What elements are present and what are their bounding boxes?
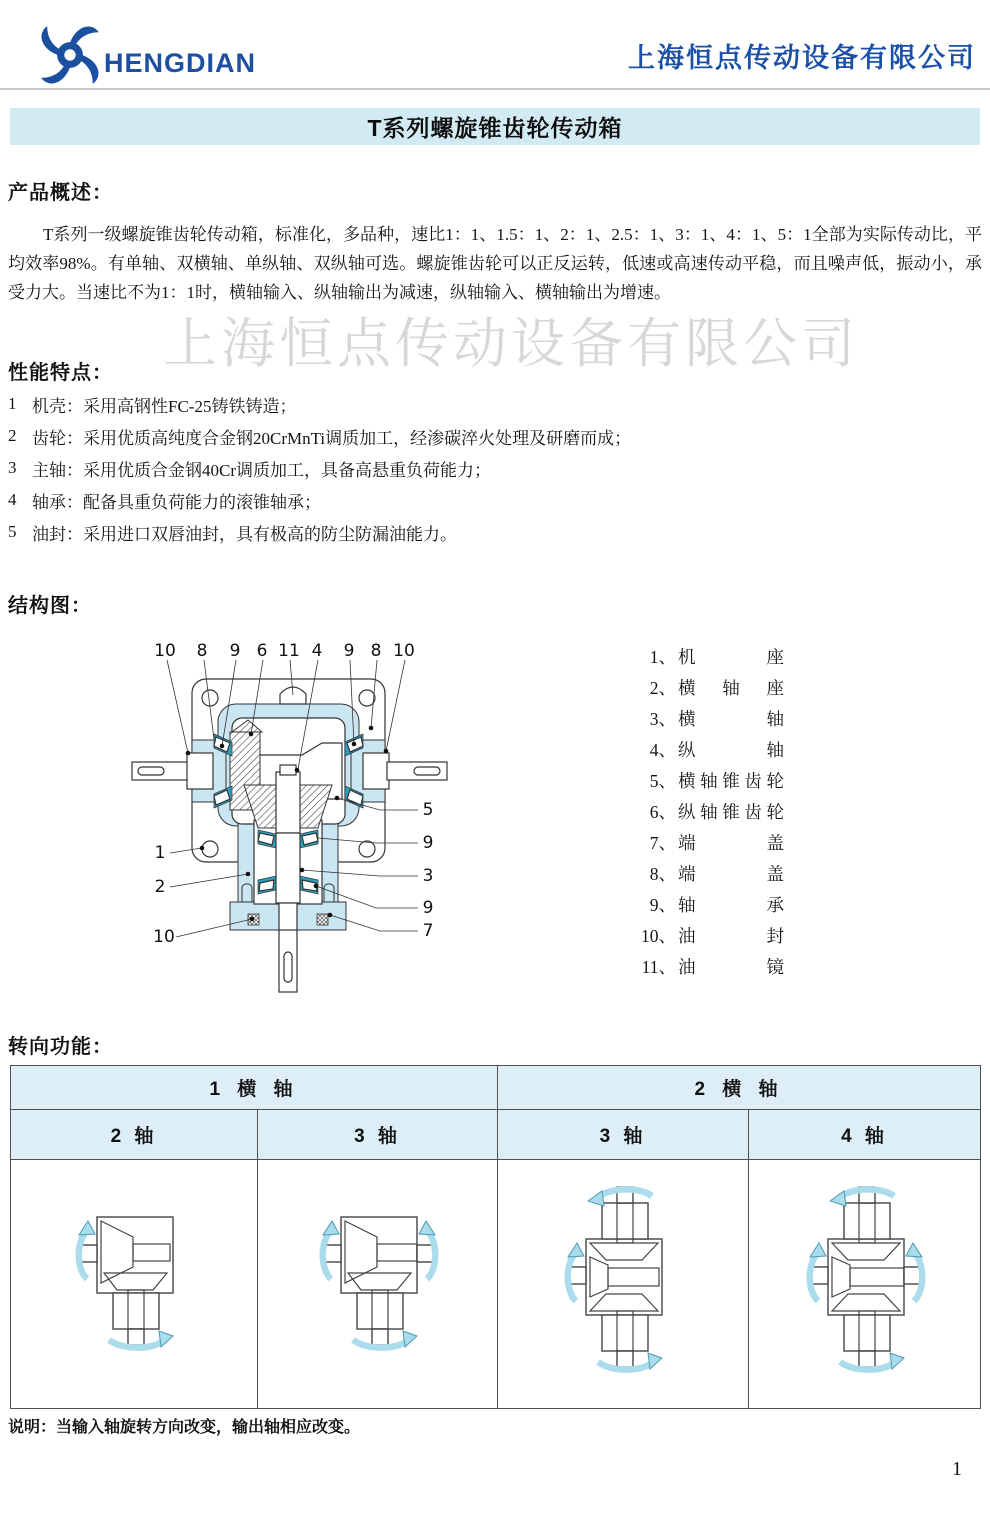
gearbox-cross-section-diagram — [130, 622, 590, 1022]
part-item — [630, 796, 880, 827]
diagram-cell-3-shaft-double — [498, 1160, 749, 1409]
part-number: 3、 — [649, 709, 676, 729]
callout-number: 2 — [154, 877, 166, 897]
feature-item — [8, 452, 982, 484]
part-number: 7、 — [649, 833, 676, 853]
part-item — [630, 641, 880, 672]
gearbox-2-shaft-diagram — [49, 1177, 219, 1387]
part-name: 油镜 — [678, 957, 784, 977]
structure-heading: 结构图： — [8, 595, 92, 617]
feature-number: 1 — [8, 394, 17, 413]
callout-number: 1 — [154, 843, 166, 863]
steering-table — [10, 1065, 981, 1409]
callout-number: 8 — [196, 641, 208, 661]
feature-text: 机壳：采用高钢性FC-25铸铁铸造； — [32, 396, 297, 416]
title-bar — [10, 108, 980, 145]
hengdian-logo-icon — [32, 14, 108, 96]
part-item — [630, 889, 880, 920]
page-number: 1 — [952, 1458, 962, 1480]
feature-item — [8, 484, 982, 516]
part-item — [630, 672, 880, 703]
feature-number: 2 — [8, 426, 17, 445]
part-item — [630, 765, 880, 796]
overview-heading: 产品概述： — [8, 182, 113, 204]
callout-number: 10 — [393, 641, 415, 661]
part-name: 横轴座 — [678, 678, 784, 698]
callout-number: 9 — [422, 833, 434, 853]
features-heading: 性能特点： — [8, 362, 113, 384]
callout-number: 6 — [256, 641, 268, 661]
part-number: 8、 — [649, 864, 676, 884]
callout-number: 8 — [370, 641, 382, 661]
group-header-2-cross-shaft: 2 横 轴 — [498, 1066, 981, 1110]
callout-number: 5 — [422, 800, 434, 820]
part-name: 轴承 — [678, 895, 784, 915]
column-header-3-shaft: 3 轴 — [498, 1110, 749, 1160]
feature-text: 油封：采用进口双唇油封，具有极高的防尘防漏油能力。 — [32, 524, 457, 544]
part-name: 纵轴 — [678, 740, 784, 760]
logo-text: HENGDIAN — [104, 48, 257, 78]
callout-number: 4 — [311, 641, 323, 661]
diagram-cell-4-shaft — [749, 1160, 981, 1409]
part-number: 2、 — [649, 678, 676, 698]
part-item — [630, 951, 880, 982]
page-title: T系列螺旋锥齿轮传动箱 — [367, 115, 623, 141]
column-header-3-shaft: 3 轴 — [258, 1110, 498, 1160]
part-number: 5、 — [649, 771, 676, 791]
callout-number: 10 — [154, 641, 176, 661]
feature-text: 主轴：采用优质合金钢40Cr调质加工，具备高悬重负荷能力； — [32, 460, 491, 480]
part-number: 6、 — [649, 802, 676, 822]
part-name: 机座 — [678, 647, 784, 667]
part-name: 横轴锥齿轮 — [678, 771, 784, 791]
callout-number: 7 — [422, 921, 434, 941]
company-name: 上海恒点传动设备有限公司 — [628, 43, 976, 73]
part-item — [630, 703, 880, 734]
part-number: 4、 — [649, 740, 676, 760]
callout-number: 9 — [229, 641, 241, 661]
callout-number: 3 — [422, 866, 434, 886]
overview-paragraph: T系列一级螺旋锥齿轮传动箱，标准化，多品种，速比1：1、1.5：1、2：1、2.5：1、3：1、4：1、5：1全部为实际传动比，平均效率98%。有单轴、双横轴、单纵轴、双纵轴可选。螺旋锥齿轮可以正反运转，低速或高速传动平稳，而且噪声低，振动小，承受力大。当速比不为1：1时，横轴输入、纵轴输出为减速，纵轴输入、横轴输出为增速。 — [8, 225, 982, 302]
feature-text: 齿轮：采用优质高纯度合金钢20CrMnTi调质加工，经渗碳淬火处理及研磨而成； — [32, 428, 632, 448]
part-name: 端盖 — [678, 833, 784, 853]
feature-number: 5 — [8, 522, 17, 541]
part-number: 11、 — [641, 957, 676, 977]
feature-item — [8, 516, 982, 548]
column-header-4-shaft: 4 轴 — [749, 1110, 981, 1160]
part-number: 9、 — [649, 895, 676, 915]
header-divider — [0, 88, 990, 90]
diagram-cell-2-shaft — [11, 1160, 258, 1409]
callout-number: 9 — [343, 641, 355, 661]
group-header-1-cross-shaft: 1 横 轴 — [11, 1066, 498, 1110]
callout-number: 9 — [422, 898, 434, 918]
part-name: 横轴 — [678, 709, 784, 729]
part-number: 1、 — [649, 647, 676, 667]
part-name: 端盖 — [678, 864, 784, 884]
part-item — [630, 827, 880, 858]
callout-number: 11 — [278, 641, 300, 661]
gearbox-3-shaft-diagram — [293, 1177, 463, 1387]
part-item — [630, 858, 880, 889]
column-header-2-shaft: 2 轴 — [11, 1110, 258, 1160]
feature-item — [8, 420, 982, 452]
gearbox-4-shaft-diagram — [780, 1177, 950, 1387]
part-item — [630, 734, 880, 765]
feature-item — [8, 388, 982, 420]
callout-number: 10 — [153, 927, 175, 947]
steering-heading: 转向功能： — [8, 1036, 113, 1058]
feature-number: 4 — [8, 490, 17, 509]
part-number: 10、 — [641, 926, 676, 946]
feature-number: 3 — [8, 458, 17, 477]
part-item — [630, 920, 880, 951]
watermark-text: 上海恒点传动设备有限公司 — [163, 314, 859, 374]
gearbox-3-shaft-double-diagram — [538, 1177, 708, 1387]
part-name: 油封 — [678, 926, 784, 946]
steering-note: 说明：当输入轴旋转方向改变，输出轴相应改变。 — [8, 1419, 361, 1436]
diagram-cell-3-shaft — [258, 1160, 498, 1409]
part-name: 纵轴锥齿轮 — [678, 802, 784, 822]
feature-text: 轴承：配备具重负荷能力的滚锥轴承； — [32, 492, 321, 512]
